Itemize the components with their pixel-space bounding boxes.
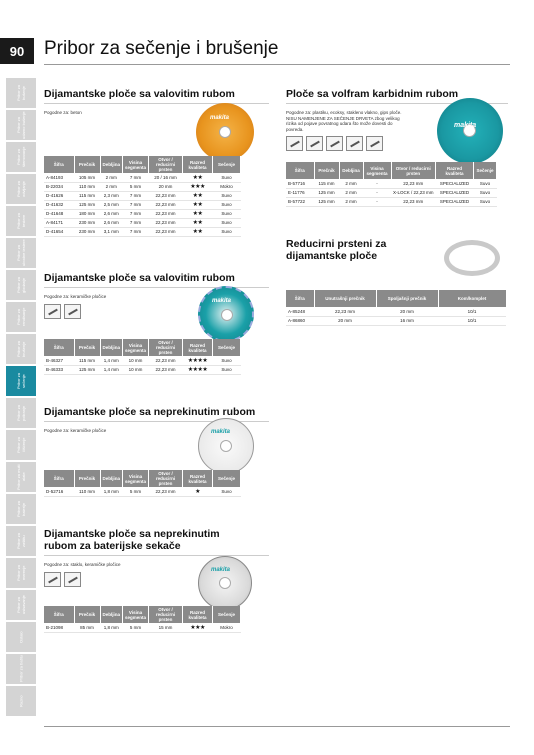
table-row: [286, 188, 497, 197]
no-wood-icon: [366, 136, 383, 151]
table-header-row: [286, 162, 497, 179]
column-header: Šifra: [44, 339, 74, 356]
table-cell: -: [363, 179, 391, 188]
table-cell: 20 / 16 mm: [149, 173, 183, 182]
epoxy-icon: [306, 136, 323, 151]
table-cell: 125 mm: [314, 197, 339, 206]
compatibility-text: Pogodne za: staklo, keramičke pločice: [44, 562, 121, 567]
sidebar-item[interactable]: Pribor za multi alate: [6, 462, 36, 492]
table-row: [286, 307, 506, 316]
column-header: Kom/komplet: [438, 290, 506, 307]
table-cell: 230 mm: [74, 218, 100, 227]
table-cell: D-41626: [44, 191, 74, 200]
table-cell: 2 mm: [339, 179, 363, 188]
table-cell: 1,8 mm: [100, 487, 123, 496]
table-cell: 22,23 mm: [391, 197, 436, 206]
column-header: Otvor / reducirni prsten: [149, 156, 183, 173]
table-cell: 5 mm: [123, 623, 149, 632]
table-cell: 15 mm: [149, 623, 183, 632]
sidebar-item[interactable]: Razno: [6, 686, 36, 716]
table-cell: 85 mm: [74, 623, 100, 632]
table-cell: 22,23 mm: [149, 209, 183, 218]
tungsten-carbide-blade-image: [437, 98, 503, 164]
column-header: Razred kvaliteta: [183, 606, 213, 623]
table-cell: 1,4 mm: [100, 365, 123, 374]
column-header: Debljina: [339, 162, 363, 179]
sidebar-item[interactable]: Pribor za brušenje: [6, 334, 36, 364]
section-title: Dijamantske ploče sa neprekinutim rubom: [44, 406, 256, 418]
table-row: [44, 365, 241, 374]
sidebar-item[interactable]: Pribor za rendisanje: [6, 302, 36, 332]
table-cell: 125 mm: [314, 188, 339, 197]
gypsum-icon: [346, 136, 363, 151]
continuous-rim-blade-image: [198, 418, 254, 474]
table-cell: ★★: [183, 227, 213, 236]
column-header: Sečenje: [474, 162, 497, 179]
column-header: Sečenje: [213, 470, 241, 487]
orange-diamond-blade-image: [196, 103, 254, 161]
page-title: Pribor za sečenje i brušenje: [44, 38, 279, 59]
tile-cutting-icon: [44, 304, 61, 319]
table-cell: B-22034: [44, 182, 74, 191]
table-cell: E-11776: [286, 188, 314, 197]
table-cell: 2 mm: [100, 173, 123, 182]
sidebar-item[interactable]: Pribor za merenje: [6, 558, 36, 588]
table-row: [44, 623, 241, 632]
compatibility-text: Pogodne za: plastiku, ecoksy, stakleno vlakno, gips ploče. NISU NAMENJENE ZA SEČENJE DRVETA zbog velikog rizika od pojave povratnog udara što može dovesti do povreda.: [286, 110, 402, 132]
table-cell: B-57716: [286, 179, 314, 188]
table-cell: 20 mm: [314, 316, 376, 325]
brand-logo: makita: [210, 115, 230, 121]
sidebar-item[interactable]: Pribor za poliranje: [6, 398, 36, 428]
table-cell: 7 mm: [123, 200, 149, 209]
column-header: Prečnik: [74, 339, 100, 356]
table-cell: 22,23 mm: [149, 191, 183, 200]
sidebar-item[interactable]: Pribor za glodanje: [6, 270, 36, 300]
column-header: Visina segmenta: [123, 339, 149, 356]
table-cell: 180 mm: [74, 209, 100, 218]
column-header: Prečnik: [74, 606, 100, 623]
table-row: [286, 197, 497, 206]
table-cell: 125 mm: [74, 200, 100, 209]
sidebar-item[interactable]: Pribor za baštu: [6, 654, 36, 684]
table-cell: 2 mm: [100, 182, 123, 191]
table-cell: Suvo: [213, 356, 241, 365]
table-row: [44, 191, 241, 200]
table-cell: ★★: [183, 200, 213, 209]
table-cell: A-86860: [286, 316, 314, 325]
table-cell: B-21098: [44, 623, 74, 632]
table-cell: ★★: [183, 218, 213, 227]
table-cell: Suvo: [213, 487, 241, 496]
sidebar-item[interactable]: Pribor za ubodne testere: [6, 238, 36, 268]
table-cell: 7 mm: [123, 227, 149, 236]
column-header: Debljina: [100, 606, 123, 623]
table-cell: B-57722: [286, 197, 314, 206]
column-header: Otvor / reducirni prsten: [149, 470, 183, 487]
section-title: Ploče sa volfram karbidnim rubom: [286, 88, 459, 100]
table-cell: 110 mm: [74, 487, 100, 496]
column-header: Šifra: [44, 606, 74, 623]
column-header: Šifra: [44, 470, 74, 487]
table-cell: 7 mm: [123, 218, 149, 227]
table-header-row: [44, 339, 241, 356]
table-cell: 5 mm: [123, 182, 149, 191]
column-header: Otvor / reducirni prsten: [149, 606, 183, 623]
sidebar-item[interactable]: Pribor za zaštitu: [6, 526, 36, 556]
sidebar-item[interactable]: Pribor za testere: [6, 206, 36, 236]
table-cell: X-LOCK / 22,23 mm: [393, 190, 434, 195]
reducer-ring-image: [444, 240, 500, 276]
table-cell: A-85248: [286, 307, 314, 316]
table-cell: Suvo: [213, 218, 241, 227]
table-cell: Suvo: [213, 227, 241, 236]
table-cell: SPECIALIZED: [436, 179, 474, 188]
column-header: Visina segmenta: [123, 470, 149, 487]
table-cell: ★★★★: [183, 356, 213, 365]
table-row: [286, 316, 506, 325]
table-cell: Suvo: [213, 200, 241, 209]
table-cell: Mokro: [213, 182, 241, 191]
table-cell: 115 mm: [74, 356, 100, 365]
table-row: [44, 227, 241, 236]
table-cell: D-41648: [44, 209, 74, 218]
table-cell: ★★: [183, 173, 213, 182]
column-header: Razred kvaliteta: [436, 162, 474, 179]
battery-cutter-blade-image: [198, 556, 252, 610]
ceramic-icon: [64, 572, 81, 587]
column-header: Prečnik: [74, 470, 100, 487]
table-cell: Suvo: [213, 191, 241, 200]
table-header-row: [44, 156, 241, 173]
table-cell: 110 mm: [74, 182, 100, 191]
sidebar-item[interactable]: Ostalo: [6, 622, 36, 652]
table-cell: 10/1: [438, 316, 506, 325]
table-cell: 125 mm: [74, 365, 100, 374]
column-header: Šifra: [44, 156, 74, 173]
table-header-row: [286, 290, 506, 307]
section-divider: [44, 555, 269, 556]
table-cell: 22,23 mm: [149, 218, 183, 227]
table-cell: 7 mm: [123, 173, 149, 182]
table-cell: ★★★★: [183, 365, 213, 374]
column-header: Sečenje: [213, 156, 241, 173]
section-title-line1: Dijamantske ploče sa neprekinutim: [44, 528, 220, 540]
table-cell: 16 mm: [376, 316, 438, 325]
column-header: Sečenje: [213, 606, 241, 623]
column-header: Prečnik: [74, 156, 100, 173]
table-cell: 2,6 mm: [100, 218, 123, 227]
table-cell: 22,23 mm: [149, 365, 183, 374]
table-cell: 2 mm: [339, 188, 363, 197]
table-cell: 22,23 mm: [149, 356, 183, 365]
sidebar-item[interactable]: Pribor za usisavanje: [6, 590, 36, 620]
section-title: Dijamantske ploče sa valovitim rubom: [44, 88, 235, 100]
table-header-row: [44, 470, 241, 487]
table-cell: ★★: [183, 209, 213, 218]
table-cell: Mokro: [213, 623, 241, 632]
table-cell: 20 mm: [376, 307, 438, 316]
column-header: Debljina: [100, 339, 123, 356]
title-divider: [44, 64, 510, 65]
column-header: Debljina: [100, 470, 123, 487]
column-header: Otvor / reducirni prsten: [391, 162, 436, 179]
brand-logo: makita: [211, 567, 231, 573]
table-cell: 5 mm: [123, 487, 149, 496]
brand-logo: makita: [454, 122, 477, 129]
page-number: 90: [0, 38, 34, 64]
table-cell: 2,5 mm: [100, 200, 123, 209]
column-header: Prečnik: [314, 162, 339, 179]
column-header: Šifra: [286, 290, 314, 307]
brand-logo: makita: [212, 298, 232, 304]
plastic-icon: [286, 136, 303, 151]
sidebar-item[interactable]: Pribor za štemovanje: [6, 142, 36, 172]
column-header: Visina segmenta: [123, 156, 149, 173]
table-cell: Suvo: [213, 365, 241, 374]
table-cell: ★★★: [183, 623, 213, 632]
table-row: [44, 218, 241, 227]
bottom-divider: [44, 726, 510, 727]
table-cell: D-41632: [44, 200, 74, 209]
table-cell: Suvo: [474, 197, 497, 206]
table-cell: 10 mm: [123, 365, 149, 374]
blade-hub: [219, 577, 231, 589]
section-title-line2: rubom za baterijske sekače: [44, 540, 181, 552]
table-cell: 2,3 mm: [100, 191, 123, 200]
table-cell: 22,23 mm: [314, 307, 376, 316]
sidebar-item[interactable]: Pribor za udarno bušenje: [6, 110, 36, 140]
column-header: Visina segmenta: [123, 606, 149, 623]
table-cell: 115 mm: [74, 191, 100, 200]
column-header: Otvor / reducirni prsten: [149, 339, 183, 356]
table-row: [44, 200, 241, 209]
table-wavy-tiles: [44, 339, 241, 375]
column-header: Razred kvaliteta: [183, 156, 213, 173]
table-cell: ★: [183, 487, 213, 496]
table-cell: 230 mm: [74, 227, 100, 236]
blade-hub: [220, 440, 232, 452]
table-cell: Suvo: [474, 188, 497, 197]
table-cell: 22,23 mm: [391, 179, 436, 188]
table-cell: B-46327: [44, 356, 74, 365]
sidebar: [6, 78, 36, 728]
column-header: Visina segmenta: [363, 162, 391, 179]
table-cell: -: [363, 197, 391, 206]
table-cell: A-84193: [44, 173, 74, 182]
brand-logo: makita: [211, 429, 231, 435]
table-cell: -: [363, 188, 391, 197]
table-row: [44, 209, 241, 218]
table-cell: Suvo: [213, 173, 241, 182]
table-cell: 22,23 mm: [149, 200, 183, 209]
table-cell: A-84171: [44, 218, 74, 227]
blade-hub: [219, 126, 231, 138]
section-title-line2: dijamantske ploče: [286, 250, 378, 262]
table-cell: D-52716: [44, 487, 74, 496]
table-cell: SPECIALIZED: [436, 197, 474, 206]
table-row: [44, 173, 241, 182]
table-cell: D-41654: [44, 227, 74, 236]
sidebar-item[interactable]: Pribor za baterije: [6, 494, 36, 524]
table-cell: 105 mm: [74, 173, 100, 182]
teal-tile-blade-image: [198, 286, 254, 342]
table-cell: 2,6 mm: [100, 209, 123, 218]
sidebar-item[interactable]: Pribor za bušenje: [6, 78, 36, 108]
compatibility-text: Pogodne za: beton: [44, 110, 82, 115]
table-continuous-tiles: [44, 470, 241, 497]
table-cell: 1,8 mm: [100, 623, 123, 632]
table-row: [286, 179, 497, 188]
column-header: Razred kvaliteta: [183, 470, 213, 487]
table-cell: 115 mm: [314, 179, 339, 188]
table-cell: 20 mm: [149, 182, 183, 191]
table-cell: 3,1 mm: [100, 227, 123, 236]
table-cell: ★★: [183, 191, 213, 200]
section-title: Dijamantske ploče sa valovitim rubom: [44, 272, 235, 284]
table-cell: SPECIALIZED: [436, 188, 474, 197]
table-row: [44, 487, 241, 496]
table-continuous-battery: [44, 606, 241, 633]
table-cell: Suvo: [213, 209, 241, 218]
table-row: [44, 182, 241, 191]
table-cell: ★★★: [183, 182, 213, 191]
table-cell: Suvo: [474, 179, 497, 188]
table-cell: 10 mm: [123, 356, 149, 365]
section-title-line1: Reducirni prsteni za: [286, 238, 387, 250]
table-reducer-rings: [286, 290, 507, 326]
table-cell: 2 mm: [339, 197, 363, 206]
glass-cutting-icon: [44, 572, 61, 587]
table-wavy-concrete: [44, 156, 241, 237]
table-cell: 7 mm: [123, 209, 149, 218]
table-cell: 7 mm: [123, 191, 149, 200]
table-cell: 1,4 mm: [100, 356, 123, 365]
compatibility-text: Pogodne za: keramičke pločice: [44, 294, 107, 299]
table-cell: 22,23 mm: [149, 227, 183, 236]
section-divider: [44, 103, 269, 104]
column-header: Spoljašnji prečnik: [376, 290, 438, 307]
blade-hub: [221, 309, 233, 321]
table-cell: 10/1: [438, 307, 506, 316]
sidebar-item[interactable]: Pribor za odvijanje: [6, 174, 36, 204]
column-header: Debljina: [100, 156, 123, 173]
column-header: Šifra: [286, 162, 314, 179]
table-tungsten-carbide: [286, 162, 497, 207]
column-header: Unutrašnji prečnik: [314, 290, 376, 307]
compatibility-text: Pogodne za: keramičke pločice: [44, 428, 107, 433]
column-header: Sečenje: [213, 339, 241, 356]
ceramic-icon: [64, 304, 81, 319]
table-row: [44, 356, 241, 365]
sidebar-item[interactable]: Pribor za sečenje: [6, 366, 36, 396]
sidebar-item[interactable]: Pribor za čišćenje: [6, 430, 36, 460]
table-cell: B-46333: [44, 365, 74, 374]
table-header-row: [44, 606, 241, 623]
table-cell: 22,23 mm: [149, 487, 183, 496]
fiberglass-icon: [326, 136, 343, 151]
column-header: Razred kvaliteta: [183, 339, 213, 356]
